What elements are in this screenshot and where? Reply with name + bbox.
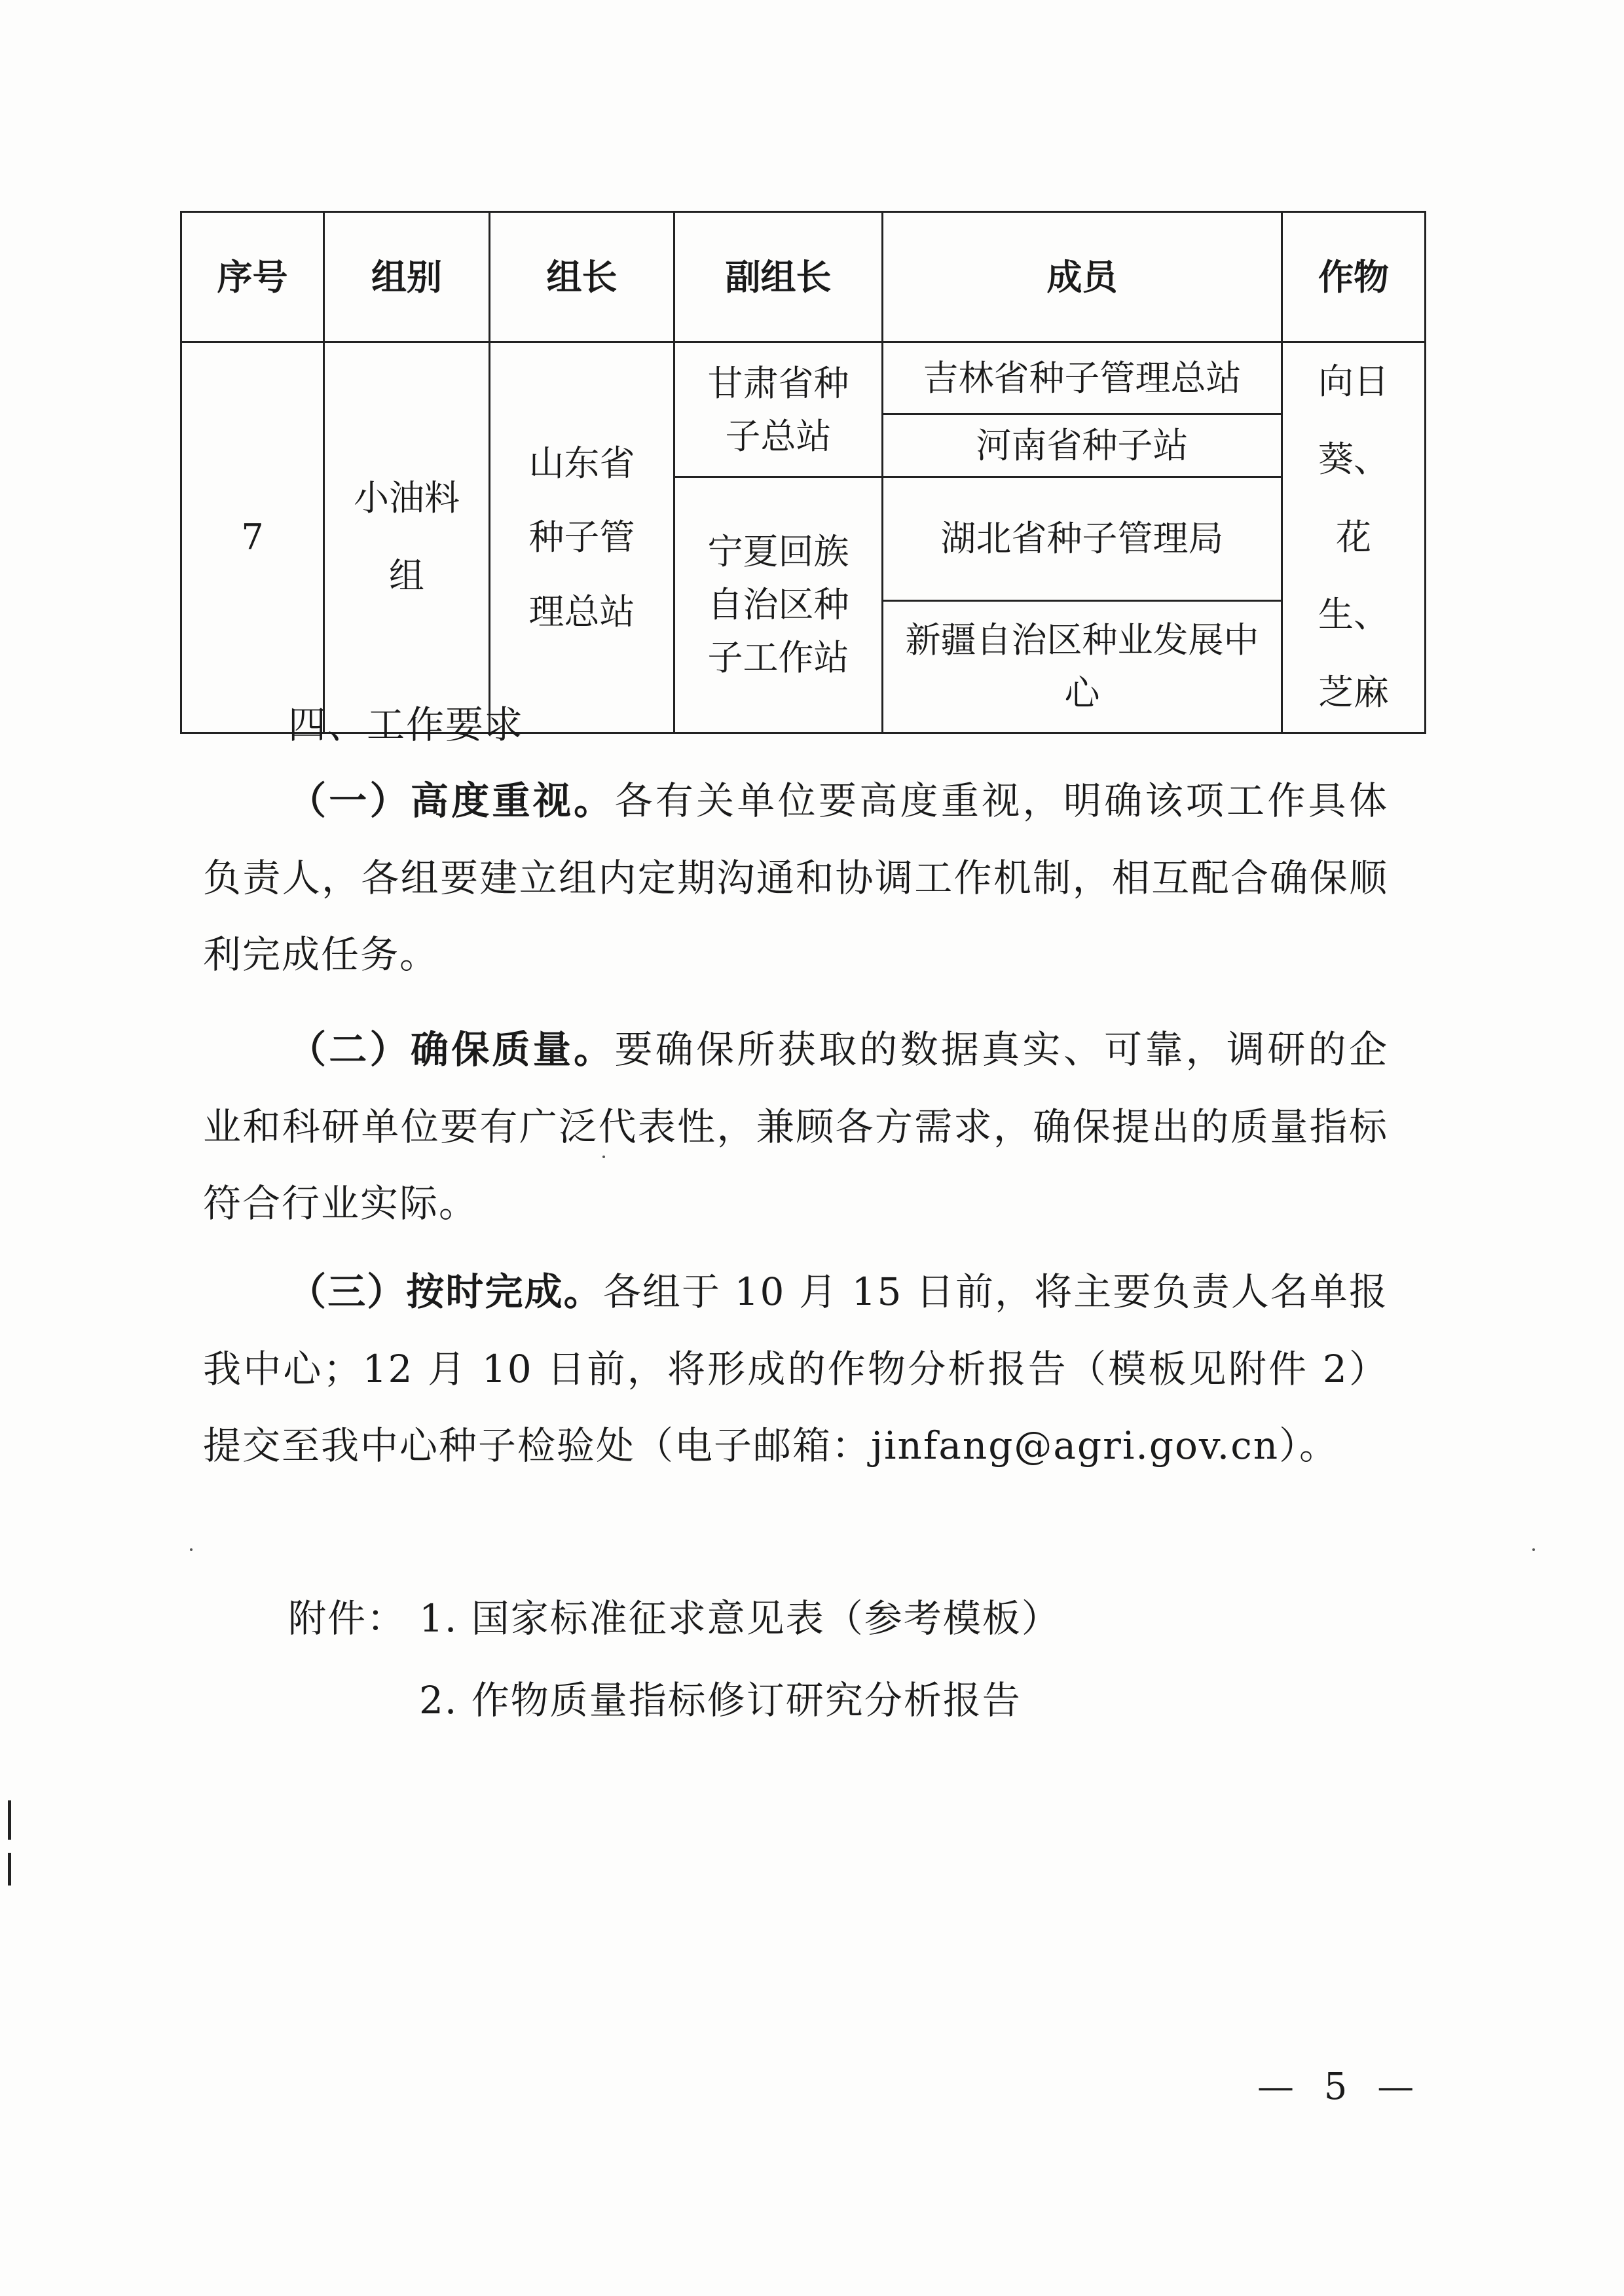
table-row bbox=[181, 342, 1426, 414]
requirement-text: 各组于 10 月 15 日前，将主要负责人名单报我中心；12 月 10 日前，将形成的作物分析报告（模板见附件 2）提交至我中心种子检验处（电子邮箱：jinfang@agri.gov.cn）。 bbox=[203, 1269, 1388, 1468]
header-no: 序号 bbox=[181, 212, 324, 342]
cell-member-2 bbox=[883, 414, 1282, 477]
member-name: 河南省种子站 bbox=[976, 425, 1189, 466]
requirement-label: （三）按时完成。 bbox=[288, 1269, 603, 1314]
section-heading: 四、工作要求 bbox=[288, 702, 525, 747]
deputy-name: 宁夏回族自治区种子工作站 bbox=[707, 531, 849, 679]
header-deputy: 副组长 bbox=[674, 212, 883, 342]
header-crops: 作物 bbox=[1282, 212, 1426, 342]
cell-member-3 bbox=[883, 477, 1282, 601]
cell-deputy-1 bbox=[674, 342, 883, 477]
attachments-label: 附件： bbox=[288, 1596, 407, 1641]
row-number: 7 bbox=[241, 517, 264, 558]
scan-speck bbox=[602, 1156, 605, 1158]
group-name: 小油料组 bbox=[354, 477, 460, 596]
cell-leader bbox=[490, 342, 674, 733]
member-name: 吉林省种子管理总站 bbox=[923, 357, 1242, 399]
header-members: 成员 bbox=[883, 212, 1282, 342]
cell-group bbox=[324, 342, 490, 733]
header-group: 组别 bbox=[324, 212, 490, 342]
group-table bbox=[180, 211, 1426, 734]
cell-deputy-2 bbox=[674, 477, 883, 733]
requirement-paragraph-1 bbox=[203, 763, 1388, 994]
deputy-name: 甘肃省种子总站 bbox=[707, 362, 849, 457]
scan-edge-mark bbox=[8, 1853, 11, 1886]
requirement-paragraph-2 bbox=[203, 1011, 1388, 1243]
scan-edge-mark bbox=[8, 1800, 11, 1840]
attachment-item-2: 2. 作物质量指标修订研究分析报告 bbox=[419, 1678, 1022, 1722]
requirement-text: 要确保所获取的数据真实、可靠，调研的企业和科研单位要有广泛代表性，兼顾各方需求，确保提出的质量指标符合行业实际。 bbox=[203, 1027, 1388, 1226]
requirement-paragraph-3 bbox=[203, 1254, 1388, 1485]
requirement-text: 各有关单位要高度重视，明确该项工作具体负责人，各组要建立组内定期沟通和协调工作机制，相互配合确保顺利完成任务。 bbox=[203, 778, 1388, 977]
cell-no bbox=[181, 342, 324, 733]
attachment-item-1: 1. 国家标准征求意见表（参考模板） bbox=[419, 1596, 1061, 1641]
leader-name: 山东省种子管理总站 bbox=[528, 442, 635, 632]
cell-member-1 bbox=[883, 342, 1282, 414]
crops-text: 向日葵、花生、芝麻 bbox=[1318, 361, 1389, 714]
requirement-label: （一）高度重视。 bbox=[288, 778, 615, 823]
scan-speck bbox=[1532, 1548, 1535, 1551]
page-number: — 5 — bbox=[1257, 2066, 1424, 2108]
header-leader: 组长 bbox=[490, 212, 674, 342]
cell-crops bbox=[1282, 342, 1426, 733]
cell-member-4 bbox=[883, 600, 1282, 733]
scan-speck bbox=[190, 1548, 193, 1551]
requirement-label: （二）确保质量。 bbox=[288, 1027, 615, 1072]
table-header-row bbox=[181, 212, 1426, 342]
member-name: 湖北省种子管理局 bbox=[940, 518, 1224, 560]
member-name: 新疆自治区种业发展中心 bbox=[905, 619, 1259, 714]
